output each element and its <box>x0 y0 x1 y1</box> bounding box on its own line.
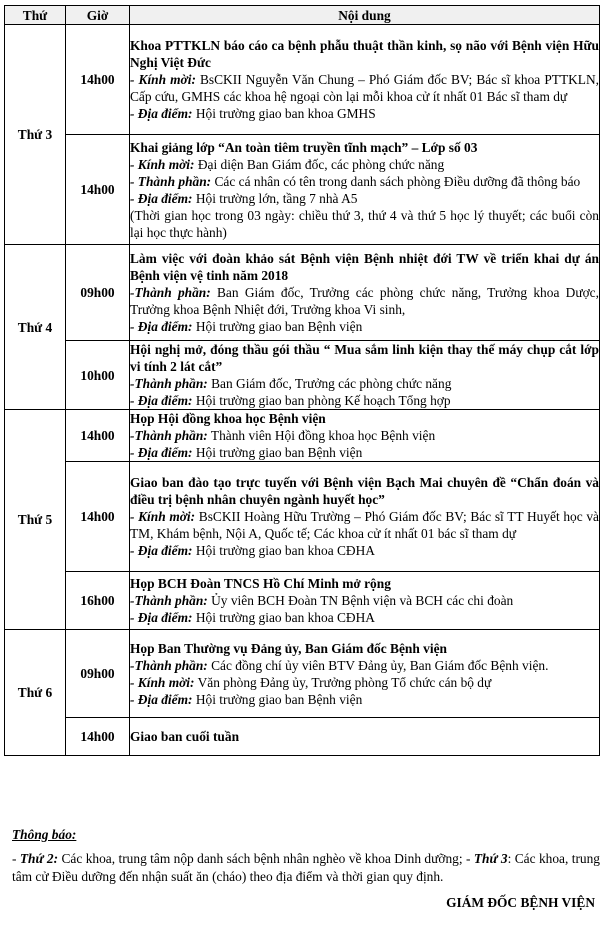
detail-label: - Địa điểm: <box>130 393 193 408</box>
detail-label: -Thành phần: <box>130 657 208 673</box>
detail-label: - Địa điểm: <box>130 610 193 625</box>
content-cell <box>130 410 600 462</box>
schedule-body <box>5 25 600 756</box>
time-cell: 09h00 <box>66 245 130 341</box>
content-cell <box>130 630 600 718</box>
detail-text: (Thời gian học trong 03 ngày: chiều thứ 3, thứ 4 và thứ 5 học lý thuyết; các buổi còn lại học thực hành) <box>130 207 599 240</box>
notice-item-text: Các khoa, trung tâm nộp danh sách bệnh nhân nghèo về khoa Dinh dưỡng; <box>58 851 466 866</box>
detail-text: Hội trường giao ban khoa CĐHA <box>192 610 375 625</box>
table-row <box>5 630 600 718</box>
time-cell: 14h00 <box>66 718 130 756</box>
detail-text: Hội trường giao ban khoa CĐHA <box>192 543 375 558</box>
event-detail-line <box>130 427 599 444</box>
event-detail-line <box>130 542 599 559</box>
detail-text: BsCKII Hoàng Hữu Trường – Phó Giám đốc BV; Bác sĩ TT Huyết học và TM, Khám bệnh, Nội A, Quốc tế; Các khoa cử ít nhất 01 bác sĩ tham dự <box>130 509 600 541</box>
event-detail-line <box>130 284 599 318</box>
table-row <box>5 135 600 245</box>
day-cell: Thứ 5 <box>5 410 66 630</box>
event-title: Khoa PTTKLN báo cáo ca bệnh phẫu thuật thần kinh, sọ não với Bệnh viện Hữu Nghị Việt Đức <box>130 38 599 70</box>
detail-text: Hội trường giao ban Bệnh viện <box>192 691 363 707</box>
event-title: Giao ban đào tạo trực tuyến với Bệnh viện Bạch Mai chuyên đề “Chẩn đoán và điều trị bệnh nhân chuyên ngành huyết học” <box>130 475 599 507</box>
detail-text: Đại diện Ban Giám đốc, các phòng chức năng <box>194 156 445 172</box>
table-row <box>5 245 600 341</box>
event-detail-line <box>130 318 599 335</box>
content-cell <box>130 718 600 756</box>
content-cell <box>130 135 600 245</box>
signature: GIÁM ĐỐC BỆNH VIỆN <box>446 895 595 910</box>
detail-text: Hội trường giao ban Bệnh viện <box>192 445 363 460</box>
detail-text: Hội trường giao ban Bệnh viện <box>192 319 363 334</box>
notice-title: Thông báo: <box>12 827 77 842</box>
time-cell: 14h00 <box>66 135 130 245</box>
event-detail-line <box>130 657 599 674</box>
event-detail-line <box>130 508 599 542</box>
content-cell <box>130 245 600 341</box>
detail-label: - Địa điểm: <box>130 190 193 206</box>
detail-label: -Thành phần: <box>130 376 208 391</box>
notice-body <box>12 850 600 886</box>
table-row <box>5 718 600 756</box>
detail-label: - Kính mời: <box>130 674 195 690</box>
table-header-row <box>5 6 600 25</box>
notice-section <box>12 826 600 886</box>
detail-label: - Địa điểm: <box>130 691 193 707</box>
event-title: Họp Ban Thường vụ Đảng ủy, Ban Giám đốc Bệnh viện <box>130 640 447 656</box>
content-cell <box>130 25 600 135</box>
detail-label: - Kính mời: <box>130 156 195 172</box>
event-detail-line <box>130 375 599 392</box>
detail-label: - Địa điểm: <box>130 445 193 460</box>
detail-text: Ủy viên BCH Đoàn TN Bệnh viện và BCH các chi đoàn <box>207 593 514 608</box>
time-cell: 09h00 <box>66 630 130 718</box>
time-cell: 14h00 <box>66 410 130 462</box>
time-cell: 14h00 <box>66 462 130 572</box>
content-cell <box>130 341 600 410</box>
event-title: Họp BCH Đoàn TNCS Hồ Chí Minh mở rộng <box>130 576 391 591</box>
event-title: Hội nghị mở, đóng thầu gói thầu “ Mua sắm linh kiện thay thế máy chụp cắt lớp vi tính 2 lát cắt” <box>130 342 599 374</box>
detail-text: Hội trường giao ban phòng Kế hoạch Tổng hợp <box>192 393 451 408</box>
schedule-table <box>4 5 600 756</box>
table-row <box>5 572 600 630</box>
event-detail-line <box>130 691 599 708</box>
detail-label: - Kính mời: <box>130 509 196 524</box>
detail-label: -Thành phần: <box>130 593 208 608</box>
event-title: Giao ban cuối tuần <box>130 729 240 744</box>
detail-text: Văn phòng Đảng ủy, Trưởng phòng Tổ chức cán bộ dự <box>194 674 492 690</box>
detail-text: Hội trường giao ban khoa GMHS <box>192 106 376 121</box>
table-row <box>5 25 600 135</box>
notice-item-prefix: - <box>465 851 474 866</box>
content-cell <box>130 572 600 630</box>
event-title: Làm việc với đoàn khảo sát Bệnh viện Bệnh nhiệt đới TW về triển khai dự án Bệnh viện vệ tinh năm 2018 <box>130 251 599 283</box>
detail-label: -Thành phần: <box>130 285 211 300</box>
notice-item-label: Thứ 2: <box>19 851 59 866</box>
event-title: Khai giảng lớp “An toàn tiêm truyền tĩnh mạch” – Lớp số 03 <box>130 139 478 155</box>
notice-item-label: Thứ 3 <box>473 851 508 866</box>
notice-item-prefix: - <box>12 851 20 866</box>
detail-text: Các đồng chí ủy viên BTV Đảng ủy, Ban Giám đốc Bệnh viện. <box>207 657 549 673</box>
day-cell: Thứ 3 <box>5 25 66 245</box>
table-row <box>5 410 600 462</box>
event-detail-line <box>130 156 599 173</box>
time-cell: 16h00 <box>66 572 130 630</box>
event-detail-line <box>130 674 599 691</box>
event-title: Họp Hội đồng khoa học Bệnh viện <box>130 411 326 426</box>
detail-text: Thành viên Hội đồng khoa học Bệnh viện <box>207 428 436 443</box>
event-detail-line <box>130 392 599 409</box>
header-content: Nội dung <box>130 6 600 25</box>
detail-text: Ban Giám đốc, Trưởng các phòng chức năng <box>207 376 452 391</box>
time-cell: 14h00 <box>66 25 130 135</box>
event-detail-line <box>130 207 599 241</box>
event-detail-line <box>130 609 599 626</box>
content-cell <box>130 462 600 572</box>
notice-item-text: : Các khoa, trung tâm cử Điều dưỡng đến nhận suất ăn (cháo) theo địa điểm và thời gian quy định. <box>12 851 601 884</box>
header-time: Giờ <box>66 6 130 25</box>
event-detail-line <box>130 105 599 122</box>
detail-text: BsCKII Nguyễn Văn Chung – Phó Giám đốc BV; Bác sĩ khoa PTTKLN, Cấp cứu, GMHS các khoa hệ ngoại còn lại mỗi khoa cử ít nhất 01 Bác sĩ tham dự <box>130 72 599 104</box>
day-cell: Thứ 6 <box>5 630 66 756</box>
detail-label: - Địa điểm: <box>130 319 193 334</box>
time-cell: 10h00 <box>66 341 130 410</box>
detail-label: -Thành phần: <box>130 428 208 443</box>
detail-label: - Địa điểm: <box>130 106 193 121</box>
detail-text: Các cá nhân có tên trong danh sách phòng Điều dưỡng đã thông báo <box>211 173 581 189</box>
event-detail-line <box>130 444 599 461</box>
day-cell: Thứ 4 <box>5 245 66 410</box>
event-detail-line <box>130 190 599 207</box>
table-row <box>5 462 600 572</box>
header-day: Thứ <box>5 6 66 25</box>
event-detail-line <box>130 173 599 190</box>
table-row <box>5 341 600 410</box>
detail-label: - Thành phần: <box>130 173 212 189</box>
detail-text: Ban Giám đốc, Trưởng các phòng chức năng, Trưởng khoa Dược, Trưởng khoa Bệnh Nhiệt đới, Trưởng khoa Vi sinh, <box>130 285 599 317</box>
event-detail-line <box>130 71 599 105</box>
detail-label: - Kính mời: <box>130 72 196 87</box>
detail-text: Hội trường lớn, tầng 7 nhà A5 <box>192 190 358 206</box>
event-detail-line <box>130 592 599 609</box>
detail-label: - Địa điểm: <box>130 543 193 558</box>
